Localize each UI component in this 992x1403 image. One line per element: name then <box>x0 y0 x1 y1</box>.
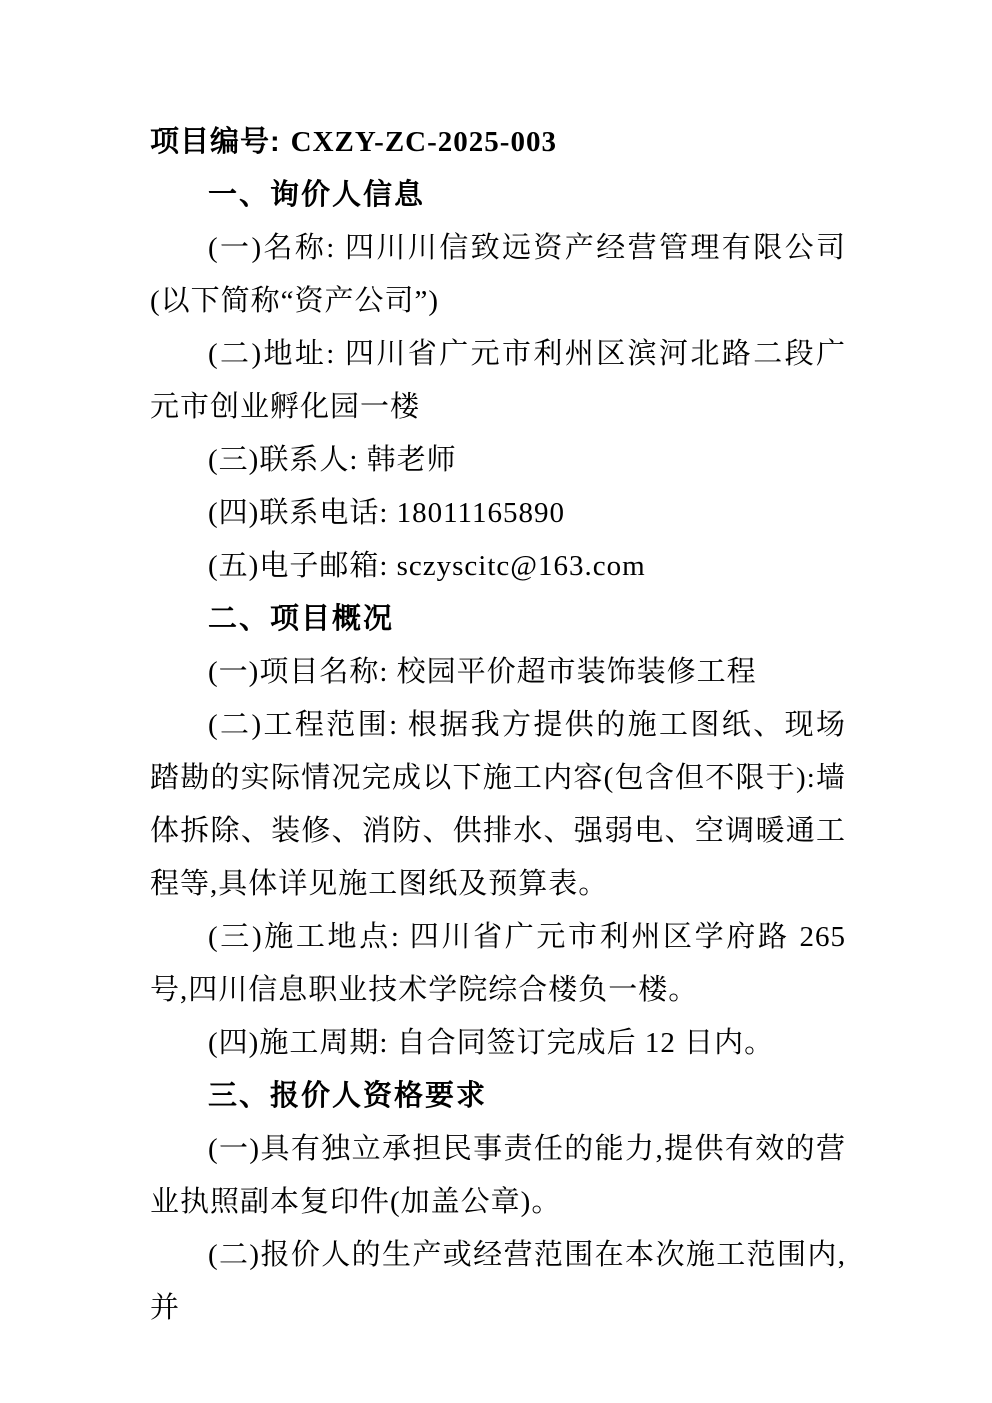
paragraph-qualification-1: (一)具有独立承担民事责任的能力,提供有效的营业执照副本复印件(加盖公章)。 <box>150 1133 846 1218</box>
paragraph-inquirer-name: (一)名称: 四川川信致远资产经营管理有限公司(以下简称“资产公司”) <box>150 232 846 317</box>
project-number-value: CXZY-ZC-2025-003 <box>290 126 557 158</box>
paragraph-project-name: (一)项目名称: 校园平价超市装饰装修工程 <box>208 656 757 688</box>
project-number-line <box>150 116 846 169</box>
section-heading-bidder-qualifications: 三、报价人资格要求 <box>208 1080 488 1112</box>
section-heading-project-overview: 二、项目概况 <box>208 603 395 635</box>
paragraph-contact-person: (三)联系人: 韩老师 <box>208 444 457 476</box>
paragraph-qualification-2: (二)报价人的生产或经营范围在本次施工范围内,并 <box>150 1239 846 1324</box>
paragraph-construction-period: (四)施工周期: 自合同签订完成后 12 日内。 <box>208 1027 775 1059</box>
paragraph-contact-phone: (四)联系电话: 18011165890 <box>208 497 565 529</box>
project-number-label: 项目编号: <box>150 126 281 158</box>
paragraph-contact-email: (五)电子邮箱: sczyscitc@163.com <box>208 550 646 582</box>
paragraph-construction-site: (三)施工地点: 四川省广元市利州区学府路 265 号,四川信息职业技术学院综合楼负一楼。 <box>150 921 846 1006</box>
section-heading-inquirer-info: 一、询价人信息 <box>208 179 426 211</box>
paragraph-project-scope: (二)工程范围: 根据我方提供的施工图纸、现场踏勘的实际情况完成以下施工内容(包含但不限于):墙体拆除、装修、消防、供排水、强弱电、空调暖通工程等,具体详见施工图纸及预算表。 <box>150 709 846 900</box>
paragraph-inquirer-address: (二)地址: 四川省广元市利州区滨河北路二段广元市创业孵化园一楼 <box>150 338 846 423</box>
